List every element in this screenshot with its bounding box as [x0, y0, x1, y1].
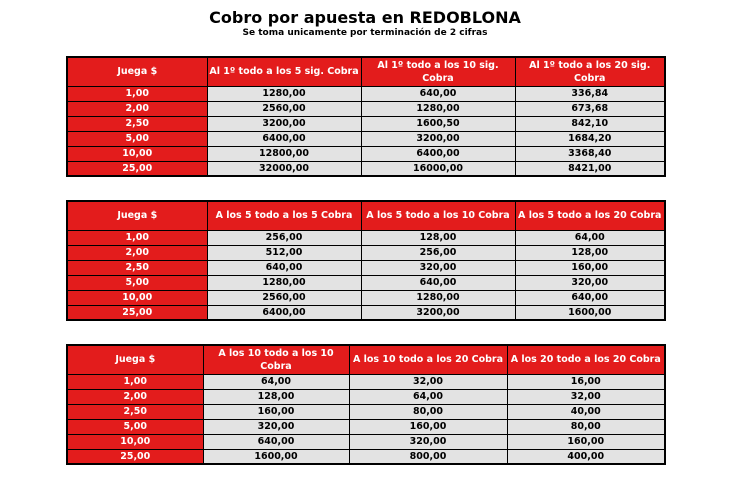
payout-table-2 [66, 200, 666, 321]
table-row [67, 146, 665, 161]
column-header-bet: Juega $ [67, 345, 203, 374]
payout-cell: 6400,00 [361, 146, 515, 161]
page-subtitle: Se toma unicamente por terminación de 2 cifras [242, 28, 488, 38]
table-row [67, 290, 665, 305]
payout-cell: 1600,00 [203, 449, 349, 464]
bet-amount-cell: 5,00 [67, 131, 207, 146]
table-row [67, 389, 665, 404]
payout-cell: 673,68 [515, 101, 665, 116]
payout-cell: 2560,00 [207, 101, 361, 116]
payout-cell: 3200,00 [361, 131, 515, 146]
payout-cell: 12800,00 [207, 146, 361, 161]
bet-amount-cell: 2,50 [67, 404, 203, 419]
bet-amount-cell: 25,00 [67, 305, 207, 320]
table-row [67, 116, 665, 131]
payout-cell: 1280,00 [207, 86, 361, 101]
payout-cell: 80,00 [507, 419, 665, 434]
table-row [67, 86, 665, 101]
column-header-payout: A los 10 todo a los 10 Cobra [203, 345, 349, 374]
column-header-bet: Juega $ [67, 201, 207, 230]
payout-cell: 2560,00 [207, 290, 361, 305]
payout-cell: 1600,50 [361, 116, 515, 131]
column-header-payout: Al 1º todo a los 20 sig. Cobra [515, 57, 665, 86]
payout-table-3 [66, 344, 666, 465]
payout-cell: 32,00 [349, 374, 507, 389]
bet-amount-cell: 2,50 [67, 116, 207, 131]
payout-cell: 3368,40 [515, 146, 665, 161]
payout-cell: 1280,00 [361, 290, 515, 305]
table-row [67, 275, 665, 290]
payout-cell: 842,10 [515, 116, 665, 131]
payout-cell: 512,00 [207, 245, 361, 260]
payout-cell: 320,00 [515, 275, 665, 290]
payout-cell: 6400,00 [207, 131, 361, 146]
table-row [67, 131, 665, 146]
column-header-payout: Al 1º todo a los 10 sig. Cobra [361, 57, 515, 86]
payout-cell: 64,00 [515, 230, 665, 245]
payout-cell: 8421,00 [515, 161, 665, 176]
payout-cell: 80,00 [349, 404, 507, 419]
payout-cell: 320,00 [361, 260, 515, 275]
payout-cell: 64,00 [203, 374, 349, 389]
table-row [67, 305, 665, 320]
column-header-payout: A los 5 todo a los 5 Cobra [207, 201, 361, 230]
bet-amount-cell: 2,00 [67, 245, 207, 260]
payout-cell: 256,00 [207, 230, 361, 245]
payout-cell: 256,00 [361, 245, 515, 260]
payout-cell: 640,00 [515, 290, 665, 305]
bet-amount-cell: 1,00 [67, 230, 207, 245]
table-row [67, 449, 665, 464]
payout-cell: 800,00 [349, 449, 507, 464]
payout-cell: 3200,00 [207, 116, 361, 131]
bet-amount-cell: 25,00 [67, 449, 203, 464]
bet-amount-cell: 2,00 [67, 389, 203, 404]
payout-cell: 128,00 [361, 230, 515, 245]
payout-cell: 160,00 [515, 260, 665, 275]
column-header-payout: A los 5 todo a los 20 Cobra [515, 201, 665, 230]
payout-cell: 64,00 [349, 389, 507, 404]
table-row [67, 245, 665, 260]
bet-amount-cell: 1,00 [67, 86, 207, 101]
payout-cell: 640,00 [207, 260, 361, 275]
bet-amount-cell: 25,00 [67, 161, 207, 176]
payout-cell: 128,00 [515, 245, 665, 260]
table-header-row [67, 201, 665, 230]
table-row [67, 419, 665, 434]
payout-cell: 3200,00 [361, 305, 515, 320]
payout-cell: 400,00 [507, 449, 665, 464]
payout-cell: 128,00 [203, 389, 349, 404]
payout-cell: 32000,00 [207, 161, 361, 176]
bet-amount-cell: 10,00 [67, 290, 207, 305]
table-header-row [67, 345, 665, 374]
payout-cell: 320,00 [203, 419, 349, 434]
bet-amount-cell: 10,00 [67, 434, 203, 449]
payout-cell: 640,00 [203, 434, 349, 449]
payout-cell: 1684,20 [515, 131, 665, 146]
table-row [67, 374, 665, 389]
payout-cell: 320,00 [349, 434, 507, 449]
payout-cell: 16000,00 [361, 161, 515, 176]
payout-cell: 1600,00 [515, 305, 665, 320]
column-header-payout: A los 5 todo a los 10 Cobra [361, 201, 515, 230]
page-title: Cobro por apuesta en REDOBLONA [209, 8, 521, 27]
payout-cell: 640,00 [361, 86, 515, 101]
table-row [67, 260, 665, 275]
table-row [67, 101, 665, 116]
table-row [67, 434, 665, 449]
bet-amount-cell: 1,00 [67, 374, 203, 389]
table-row [67, 161, 665, 176]
table-row [67, 404, 665, 419]
bet-amount-cell: 2,00 [67, 101, 207, 116]
column-header-bet: Juega $ [67, 57, 207, 86]
payout-cell: 336,84 [515, 86, 665, 101]
bet-amount-cell: 10,00 [67, 146, 207, 161]
table-row [67, 230, 665, 245]
bet-amount-cell: 5,00 [67, 275, 207, 290]
payout-cell: 160,00 [203, 404, 349, 419]
payout-cell: 160,00 [507, 434, 665, 449]
payout-cell: 40,00 [507, 404, 665, 419]
payout-cell: 16,00 [507, 374, 665, 389]
payout-cell: 160,00 [349, 419, 507, 434]
column-header-payout: Al 1º todo a los 5 sig. Cobra [207, 57, 361, 86]
payout-cell: 6400,00 [207, 305, 361, 320]
bet-amount-cell: 5,00 [67, 419, 203, 434]
bet-amount-cell: 2,50 [67, 260, 207, 275]
payout-cell: 640,00 [361, 275, 515, 290]
payout-cell: 32,00 [507, 389, 665, 404]
payout-cell: 1280,00 [207, 275, 361, 290]
payout-cell: 1280,00 [361, 101, 515, 116]
column-header-payout: A los 20 todo a los 20 Cobra [507, 345, 665, 374]
payout-table-1 [66, 56, 666, 177]
column-header-payout: A los 10 todo a los 20 Cobra [349, 345, 507, 374]
table-header-row [67, 57, 665, 86]
